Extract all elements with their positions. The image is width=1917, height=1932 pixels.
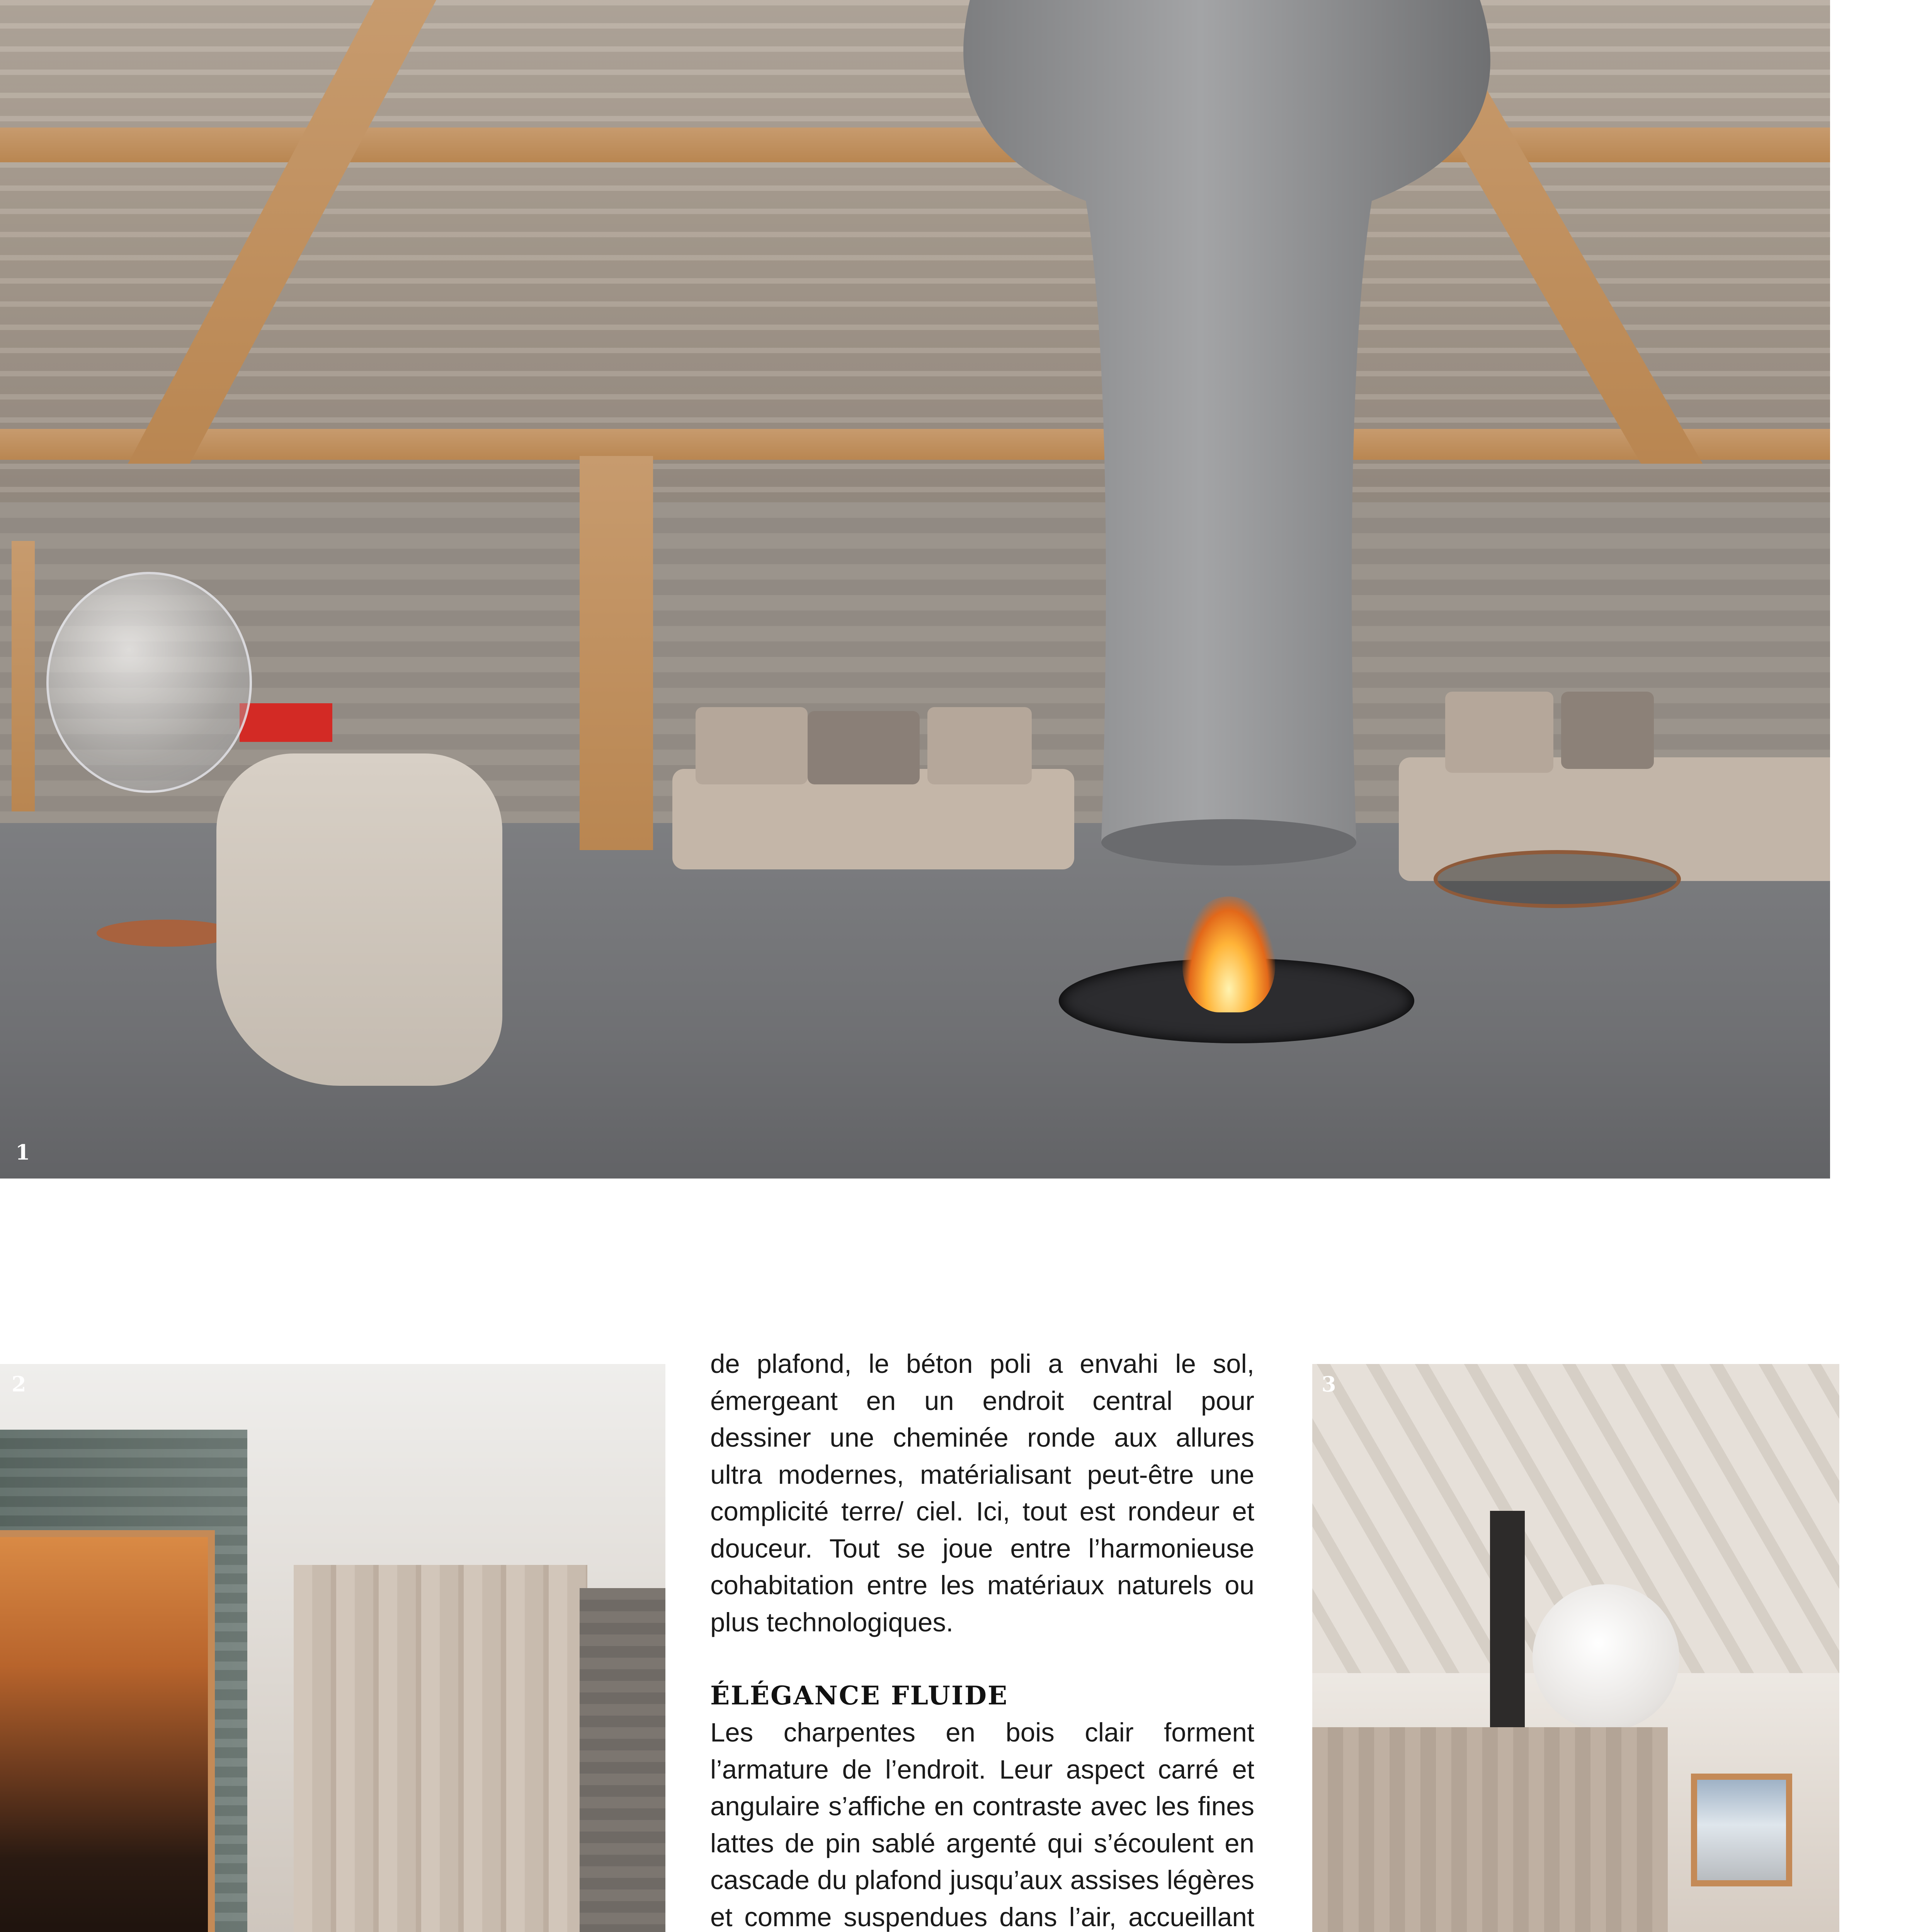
side-table	[97, 920, 236, 947]
paragraph-text: Les charpentes en bois clair forment l’armature de l’endroit. Leur aspect carré et angulaire s’affiche en contraste avec les fines lattes de pin sablé argenté qui s’écoulent en cascade du plafond jusqu’aux assises légères et comme suspendues dans l’air, accueillant	[710, 1718, 1254, 1932]
wood-cabinetry	[1312, 1727, 1668, 1932]
photo-number: 1	[15, 1140, 30, 1165]
cushion	[808, 711, 920, 784]
ceiling-beam	[12, 541, 35, 811]
slate-wall	[580, 1588, 665, 1932]
coffee-table	[1434, 850, 1681, 908]
photo-number: 3	[1322, 1372, 1336, 1396]
ceiling-beam	[0, 429, 1830, 460]
cushion	[1561, 692, 1654, 769]
framed-mountain-photo	[0, 1530, 215, 1932]
armchair	[216, 753, 502, 1086]
stove-flue	[1490, 1511, 1525, 1743]
pendant-lamp	[1533, 1584, 1679, 1731]
red-books	[240, 703, 332, 742]
fire	[1182, 896, 1275, 1012]
bubble-chair	[46, 572, 252, 793]
concrete-chimney	[939, 0, 1519, 896]
photo-living-room	[1312, 1364, 1839, 1932]
ceiling-beam	[580, 456, 653, 850]
article-paragraph: de plafond, le béton poli a envahi le sol, émergeant en un endroit central pour dessiner une cheminée ronde aux allures ultra modernes, matérialisant peut-être une complicité terre/ ciel. Ici, tout est rondeur et douceur. Tout se joue entre l’harmonieuse cohabitation entre les matériaux naturels ou plus technologiques.	[710, 1349, 1254, 1637]
photo-staircase	[0, 1364, 665, 1932]
photo-number: 2	[12, 1372, 26, 1396]
ceiling-beam	[0, 128, 1830, 162]
cushion	[696, 707, 808, 784]
wood-wall	[294, 1565, 587, 1932]
window	[1691, 1774, 1792, 1886]
article-paragraph	[710, 1714, 1254, 1932]
article-column	[710, 1345, 1254, 1932]
section-heading: ÉLÉGANCE FLUIDE	[710, 1680, 1009, 1711]
